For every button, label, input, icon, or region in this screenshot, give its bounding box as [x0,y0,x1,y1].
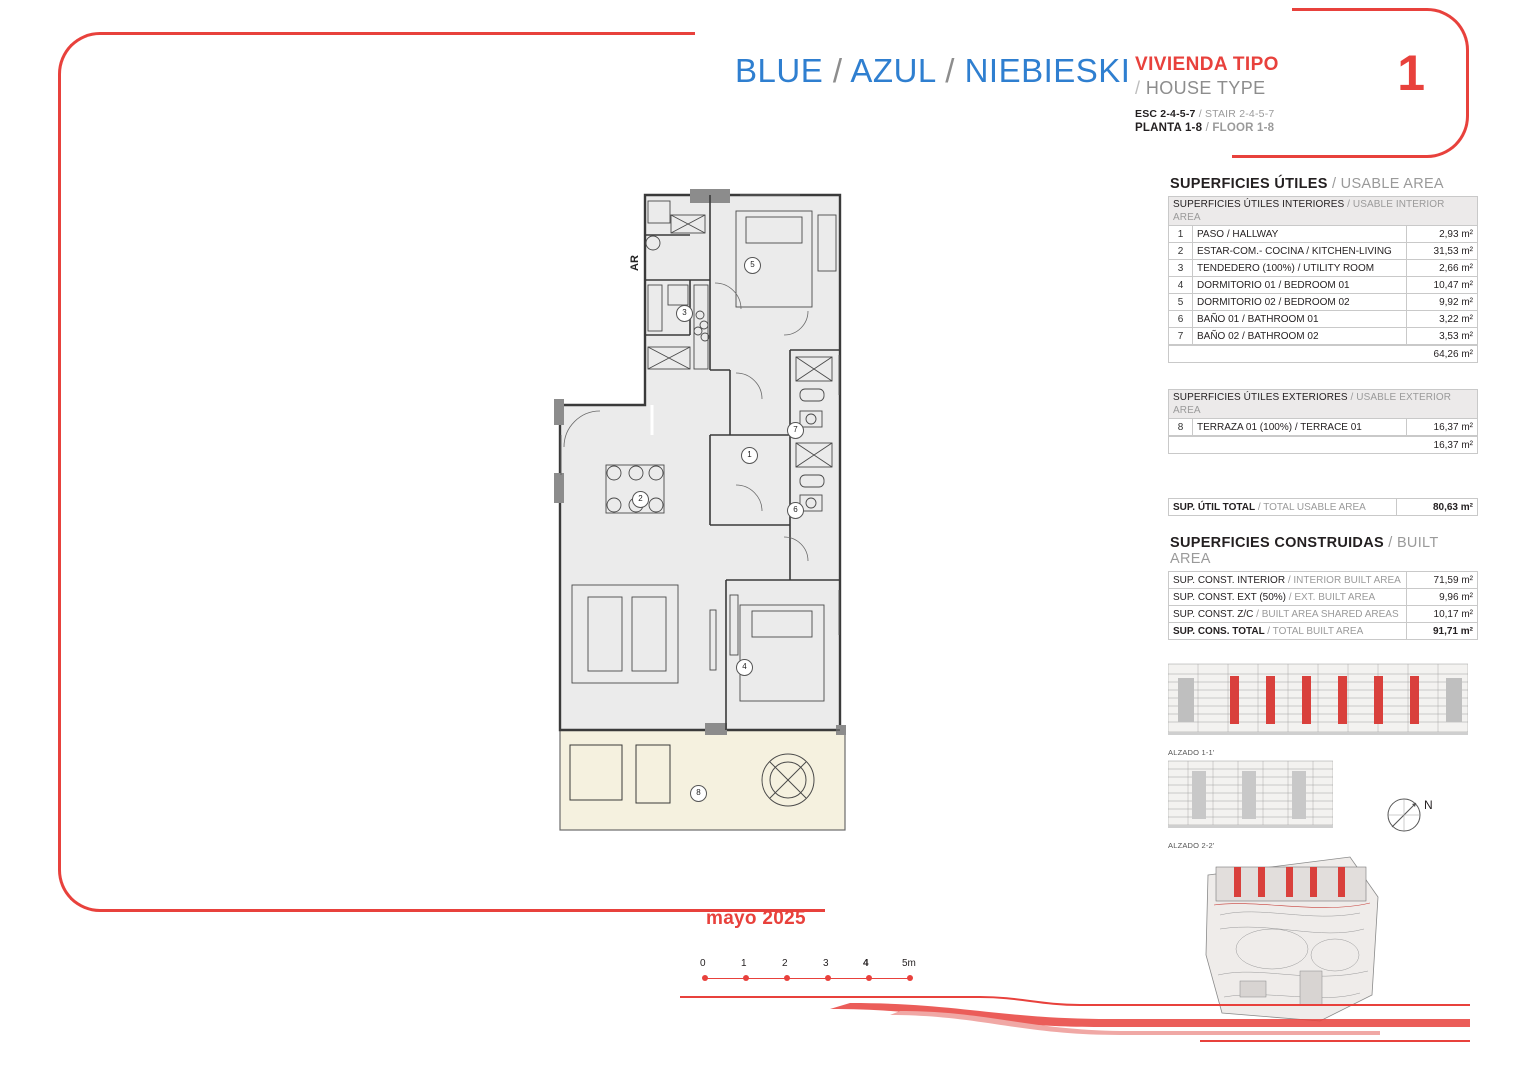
row-label: BAÑO 02 / BATHROOM 02 [1193,328,1407,345]
scale-tick [743,975,749,981]
scale-label-4: 4 [863,958,869,969]
row-label: PASO / HALLWAY [1193,226,1407,243]
table-row [1169,294,1478,311]
row-label: ESTAR-COM.- COCINA / KITCHEN-LIVING [1193,243,1407,260]
built-row-value: 91,71 m² [1407,623,1478,640]
spacer [1168,363,1478,389]
usable-area-heading [1170,176,1478,192]
scale-label-5m: 5m [902,958,916,969]
house-type-label-en [1135,78,1425,99]
usable-interior-section-en: / USABLE INTERIOR AREA [1173,199,1445,223]
plan-marker-1: 1 [741,447,758,464]
plan-marker-6: 6 [787,502,804,519]
scale-tick [866,975,872,981]
title-separator-1: / [832,52,843,89]
usable-total-label-es: SUP. ÚTIL TOTAL [1173,501,1256,513]
table-row [1169,260,1478,277]
usable-interior-total [1168,345,1478,363]
svg-text:AR: AR [629,255,641,271]
built-area-heading-en: / BUILT AREA [1170,535,1439,567]
scale-tick [784,975,790,981]
built-row-label-es: SUP. CONST. EXT (50%) [1173,591,1286,603]
footer-swoosh [680,985,1470,1045]
table-row [1169,311,1478,328]
usable-total-table [1168,498,1478,516]
table-row [1169,277,1478,294]
title-separator-2: / [945,52,955,89]
row-number: 8 [1169,419,1193,436]
row-value: 3,22 m² [1407,311,1478,328]
house-type-label-en-text: HOUSE TYPE [1145,78,1266,98]
plan-marker-8: 8 [690,785,707,802]
floor-plan-drawing [540,185,870,845]
title-niebieski: NIEBIESKI [964,52,1131,89]
compass-rose [1382,788,1442,838]
built-row-label-en: / TOTAL BUILT AREA [1267,625,1364,637]
compass-icon [1382,788,1432,838]
row-label: TENDEDERO (100%) / UTILITY ROOM [1193,260,1407,277]
elevation-1-drawing [1168,660,1468,740]
footer-swoosh-graphic [680,985,1470,1045]
floor-plan [540,185,870,845]
row-number: 7 [1169,328,1193,345]
scale-labels [700,958,940,972]
house-type-slash: / [1135,78,1141,98]
elevation-2-drawing [1168,755,1333,833]
scale-label-0: 0 [700,958,706,969]
built-row-value: 71,59 m² [1407,572,1478,589]
row-label: DORMITORIO 02 / BEDROOM 02 [1193,294,1407,311]
scale-tick [825,975,831,981]
table-row [1169,589,1478,606]
title-azul: AZUL [850,52,936,89]
plan-marker-7: 7 [787,422,804,439]
row-number: 5 [1169,294,1193,311]
row-value: 16,37 m² [1407,419,1478,436]
house-type-block [1135,45,1425,101]
usable-exterior-total-value: 16,37 m² [1169,437,1478,454]
built-row-label-es: SUP. CONST. INTERIOR [1173,574,1286,586]
usable-area-heading-en: / USABLE AREA [1332,176,1444,192]
spacer [1168,454,1478,498]
decorative-frame-left-top [175,32,695,35]
row-number: 4 [1169,277,1193,294]
built-area-heading-es: SUPERFICIES CONSTRUIDAS [1170,535,1384,551]
usable-total-label-en: / TOTAL USABLE AREA [1257,501,1366,513]
title-blue: BLUE [735,52,824,89]
usable-exterior-total [1168,436,1478,454]
scale-label-3: 3 [823,958,829,969]
row-label: DORMITORIO 01 / BEDROOM 01 [1193,277,1407,294]
built-row-value: 9,96 m² [1407,589,1478,606]
table-row [1169,499,1478,516]
elevation-2-caption: ALZADO 2-2' [1168,841,1215,850]
scale-line [704,978,912,979]
usable-area-heading-es: SUPERFICIES ÚTILES [1170,176,1328,192]
usable-interior-section-es: SUPERFICIES ÚTILES INTERIORES [1173,199,1345,210]
built-area-heading [1170,535,1478,567]
stair-label-es: ESC 2-4-5-7 [1135,108,1196,120]
row-label: TERRAZA 01 (100%) / TERRACE 01 [1193,419,1407,436]
document-date: mayo 2025 [706,908,806,929]
row-number: 6 [1169,311,1193,328]
usable-exterior-section-en: / USABLE EXTERIOR AREA [1173,392,1452,416]
row-label: BAÑO 01 / BATHROOM 01 [1193,311,1407,328]
built-row-label-es: SUP. CONST. Z/C [1173,608,1254,620]
row-value: 2,93 m² [1407,226,1478,243]
house-type-label-es: VIVIENDA TIPO [1135,54,1279,75]
scale-bar-graphic [700,974,940,984]
built-row-label-es: SUP. CONS. TOTAL [1173,625,1265,637]
house-type-sublabels [1135,108,1274,135]
stair-slash: / [1198,108,1202,120]
plan-marker-5: 5 [744,257,761,274]
row-number: 2 [1169,243,1193,260]
table-row [1169,226,1478,243]
scale-label-1: 1 [741,958,747,969]
scale-label-2: 2 [782,958,788,969]
elevation-2 [1168,755,1333,850]
decorative-frame-left [58,32,178,912]
scale-tick [702,975,708,981]
built-area-panel [1168,535,1478,640]
built-row-value: 10,17 m² [1407,606,1478,623]
page-title [735,52,1130,90]
usable-area-panel [1168,176,1478,516]
compass-north-label: N [1424,798,1433,812]
usable-exterior-section-es: SUPERFICIES ÚTILES EXTERIORES [1173,392,1348,403]
table-row [1169,623,1478,640]
decorative-frame-right-top [1292,8,1352,11]
built-row-label-en: / BUILT AREA SHARED AREAS [1256,608,1399,620]
table-row [1169,606,1478,623]
table-section-header [1169,390,1478,419]
floor-slash: / [1205,122,1209,134]
row-number: 3 [1169,260,1193,277]
scale-tick [907,975,913,981]
table-row [1169,243,1478,260]
row-value: 9,92 m² [1407,294,1478,311]
header [735,45,1425,162]
row-number: 1 [1169,226,1193,243]
elevation-1 [1168,660,1468,757]
table-section-header [1169,197,1478,226]
plan-marker-3: 3 [676,305,693,322]
row-value: 3,53 m² [1407,328,1478,345]
table-row [1169,572,1478,589]
row-value: 10,47 m² [1407,277,1478,294]
stair-label-en: STAIR 2-4-5-7 [1204,108,1275,120]
usable-interior-table [1168,196,1478,345]
floor-label-es: PLANTA 1-8 [1135,122,1203,134]
usable-interior-total-value: 64,26 m² [1169,346,1478,363]
scale-bar [700,958,940,984]
table-row [1169,419,1478,436]
usable-total-value: 80,63 m² [1432,501,1473,513]
row-value: 2,66 m² [1407,260,1478,277]
built-area-table [1168,571,1478,640]
usable-exterior-table [1168,389,1478,436]
table-row [1169,328,1478,345]
built-row-label-en: / INTERIOR BUILT AREA [1287,574,1401,586]
house-type-number: 1 [1397,45,1425,101]
plan-marker-2: 2 [632,491,649,508]
plan-marker-4: 4 [736,659,753,676]
row-value: 31,53 m² [1407,243,1478,260]
built-row-label-en: / EXT. BUILT AREA [1288,591,1376,603]
floor-label-en: FLOOR 1-8 [1212,122,1275,134]
elevation-1-caption: ALZADO 1-1' [1168,748,1215,757]
